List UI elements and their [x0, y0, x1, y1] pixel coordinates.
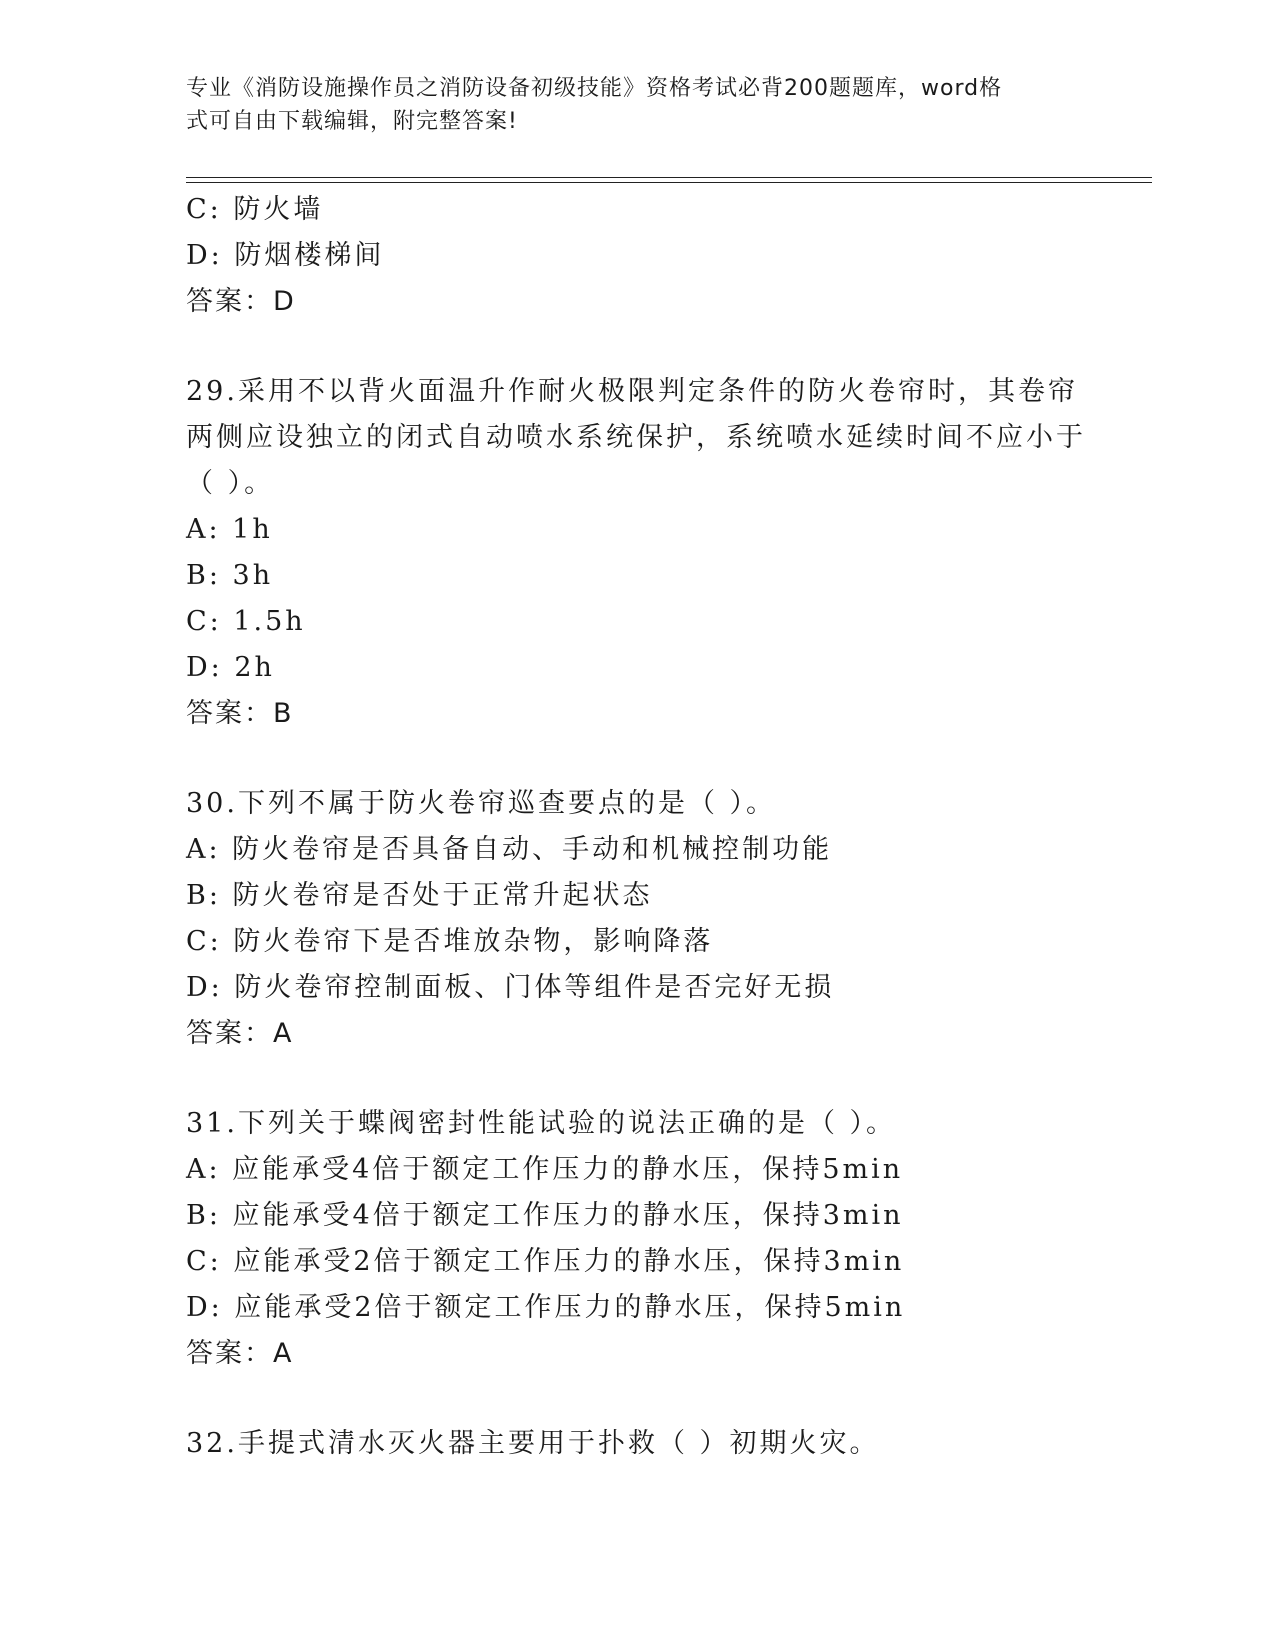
question-31 [186, 1101, 1086, 1377]
answer-line: 答案：A [186, 1018, 294, 1049]
question-32 [186, 1421, 1086, 1467]
question-30 [186, 781, 1086, 1057]
option-b: B: 防火卷帘是否处于正常升起状态 [186, 880, 653, 911]
option-c: C: 应能承受2倍于额定工作压力的静水压，保持3min [186, 1246, 905, 1277]
question-text: 30.下列不属于防火卷帘巡查要点的是（ ）。 [186, 788, 777, 819]
question-list [186, 187, 1086, 1467]
option-d: D: 应能承受2倍于额定工作压力的静水压，保持5min [186, 1292, 906, 1323]
question-text: 32.手提式清水灭火器主要用于扑救（ ）初期火灾。 [186, 1428, 880, 1459]
option-b: B: 3h [186, 560, 274, 591]
option-d: D: 防烟楼梯间 [186, 240, 385, 271]
prev-question-block [186, 187, 1086, 325]
answer-line: 答案：A [186, 1338, 294, 1369]
header-line-1: 专业《消防设施操作员之消防设备初级技能》资格考试必背200题题库，word格 [186, 76, 1003, 101]
option-a: A: 防火卷帘是否具备自动、手动和机械控制功能 [186, 834, 833, 865]
option-a: A: 1h [186, 514, 273, 545]
answer-line: 答案：D [186, 286, 296, 317]
option-b: B: 应能承受4倍于额定工作压力的静水压，保持3min [186, 1200, 904, 1231]
option-c: C: 防火卷帘下是否堆放杂物，影响降落 [186, 926, 714, 957]
question-text: 31.下列关于蝶阀密封性能试验的说法正确的是（ ）。 [186, 1108, 897, 1139]
option-d: D: 防火卷帘控制面板、门体等组件是否完好无损 [186, 972, 835, 1003]
header-rule-top [186, 177, 1152, 178]
option-c: C: 防火墙 [186, 194, 324, 225]
header-rule-bottom [186, 182, 1152, 183]
option-c: C: 1.5h [186, 606, 306, 637]
option-d: D: 2h [186, 652, 275, 683]
spacer [186, 1377, 1086, 1421]
answer-line: 答案：B [186, 698, 294, 729]
option-a: A: 应能承受4倍于额定工作压力的静水压，保持5min [186, 1154, 904, 1185]
document-header [186, 72, 1086, 138]
spacer [186, 1057, 1086, 1101]
spacer [186, 737, 1086, 781]
question-29 [186, 369, 1086, 737]
spacer [186, 325, 1086, 369]
question-text: 29.采用不以背火面温升作耐火极限判定条件的防火卷帘时，其卷帘两侧应设独立的闭式自动喷水系统保护，系统喷水延续时间不应小于（ ）。 [186, 376, 1086, 499]
header-line-2: 式可自由下载编辑，附完整答案! [186, 109, 518, 134]
